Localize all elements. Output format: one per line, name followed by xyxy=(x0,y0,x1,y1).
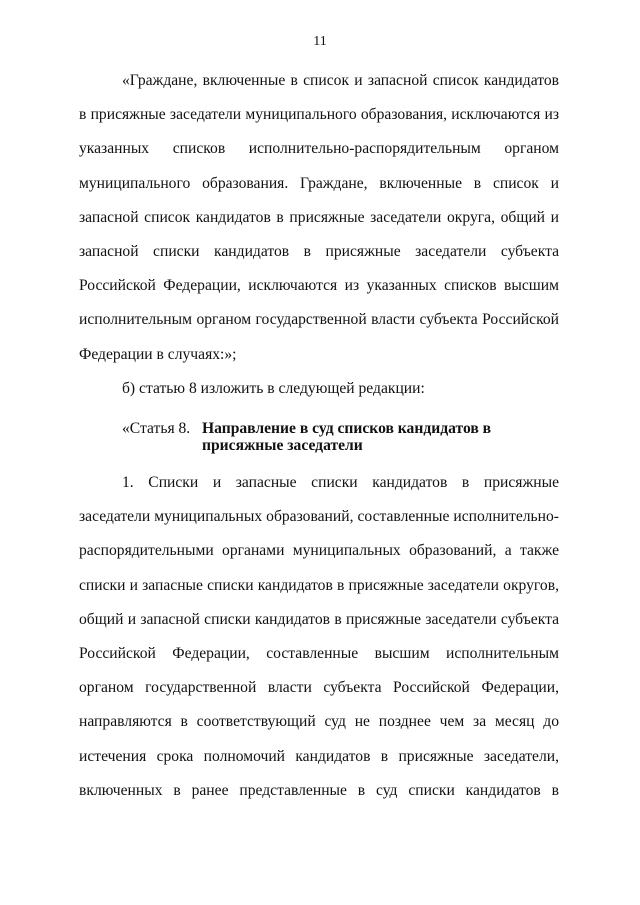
page-number: 11 xyxy=(313,34,327,49)
paragraph-exclusion-clause: «Граждане, включенные в список и запасной список кандидатов в присяжные заседатели муниципального образования, исключаются из указанных списков исполнительно-распорядительным органом муниципального образования. Граждане, включенные в список и запасной список кандидатов в присяжные заседатели округа, общий и запасной списки кандидатов в присяжные заседатели субъекта Российской Федерации, исключаются из указанных списков высшим исполнительным органом государственной власти субъекта Российской Федерации в случаях:»; xyxy=(79,72,559,363)
article-heading xyxy=(122,420,522,454)
paragraph-article-8-point-1: 1. Списки и запасные списки кандидатов в присяжные заседатели муниципальных образований, составленные исполнительно-распорядительными органами муниципальных образований, а также списки и запасные списки кандидатов в присяжные заседатели округов, общий и запасной списки кандидатов в присяжные заседатели субъекта Российской Федерации, составленные высшим исполнительным органом государственной власти субъекта Российской Федерации, направляются в соответствующий суд не позднее чем за месяц до истечения срока полномочий кандидатов в присяжные заседатели, включенных в ранее представленные в суд списки кандидатов в xyxy=(79,474,559,799)
text-block-bottom xyxy=(79,466,559,808)
article-title: Направление в суд списков кандидатов в присяжные заседатели xyxy=(202,420,492,454)
article-label: «Статья 8. xyxy=(122,420,191,437)
paragraph-amendment-intro: б) статью 8 изложить в следующей редакции: xyxy=(122,379,425,397)
text-block-top xyxy=(79,64,559,406)
